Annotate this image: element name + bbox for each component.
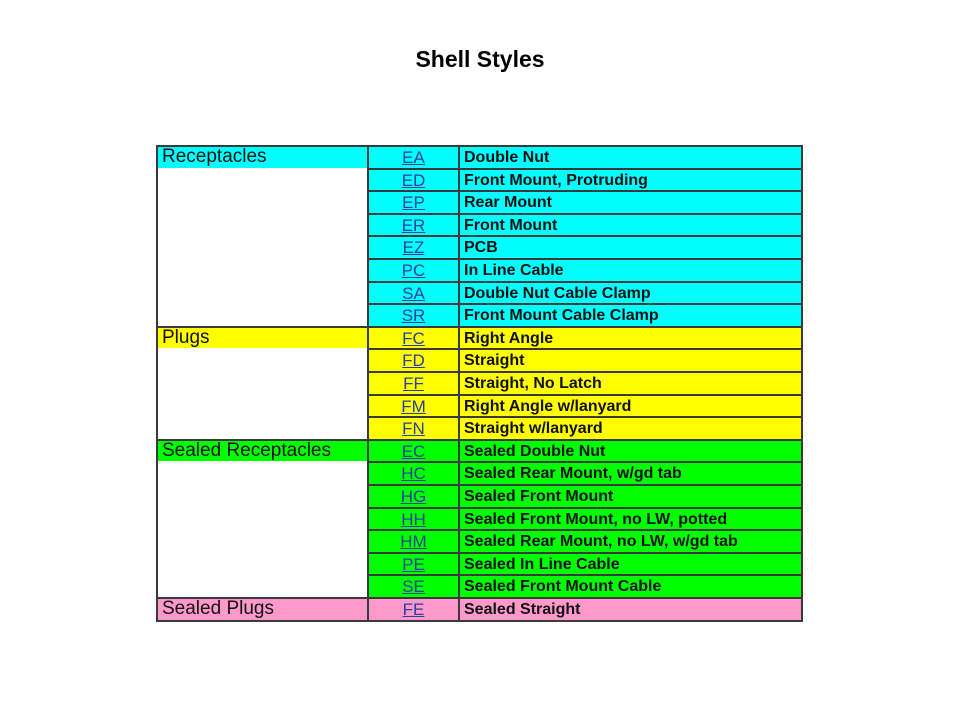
- shell-description: Sealed Front Mount Cable: [458, 574, 803, 599]
- shell-description: Front Mount: [458, 213, 803, 238]
- category-spacer: [156, 348, 369, 440]
- shell-code-link[interactable]: FF: [367, 371, 460, 396]
- shell-description: Straight w/lanyard: [458, 416, 803, 441]
- shell-description: Right Angle w/lanyard: [458, 394, 803, 419]
- shell-description: Sealed Rear Mount, w/gd tab: [458, 461, 803, 486]
- shell-code-link[interactable]: FN: [367, 416, 460, 441]
- shell-styles-table: [156, 145, 803, 626]
- shell-description: Sealed Double Nut: [458, 439, 803, 464]
- shell-description: PCB: [458, 235, 803, 260]
- shell-description: Double Nut Cable Clamp: [458, 281, 803, 306]
- shell-code-link[interactable]: FE: [367, 597, 460, 622]
- shell-code-link[interactable]: ER: [367, 213, 460, 238]
- shell-code-link[interactable]: EA: [367, 145, 460, 170]
- shell-code-link[interactable]: FC: [367, 326, 460, 351]
- shell-code-link[interactable]: HH: [367, 507, 460, 532]
- shell-code-link[interactable]: EZ: [367, 235, 460, 260]
- shell-description: Sealed Rear Mount, no LW, w/gd tab: [458, 529, 803, 554]
- shell-description: Right Angle: [458, 326, 803, 351]
- shell-description: Sealed Front Mount: [458, 484, 803, 509]
- shell-code-link[interactable]: SR: [367, 303, 460, 328]
- page-title: Shell Styles: [415, 46, 545, 72]
- shell-code-link[interactable]: SA: [367, 281, 460, 306]
- category-label: Receptacles: [156, 145, 369, 170]
- shell-code-link[interactable]: HC: [367, 461, 460, 486]
- shell-description: Front Mount Cable Clamp: [458, 303, 803, 328]
- shell-code-link[interactable]: HM: [367, 529, 460, 554]
- category-spacer: [156, 168, 369, 328]
- shell-code-link[interactable]: FD: [367, 348, 460, 373]
- shell-code-link[interactable]: EP: [367, 190, 460, 215]
- category-spacer: [156, 461, 369, 599]
- shell-description: In Line Cable: [458, 258, 803, 283]
- category-label: Sealed Receptacles: [156, 439, 369, 464]
- shell-description: Sealed Straight: [458, 597, 803, 622]
- shell-code-link[interactable]: SE: [367, 574, 460, 599]
- shell-code-link[interactable]: HG: [367, 484, 460, 509]
- shell-description: Double Nut: [458, 145, 803, 170]
- shell-code-link[interactable]: PC: [367, 258, 460, 283]
- shell-code-link[interactable]: PE: [367, 552, 460, 577]
- shell-code-link[interactable]: EC: [367, 439, 460, 464]
- shell-description: Rear Mount: [458, 190, 803, 215]
- category-label: Sealed Plugs: [156, 597, 369, 622]
- shell-code-link[interactable]: FM: [367, 394, 460, 419]
- shell-description: Straight, No Latch: [458, 371, 803, 396]
- category-label: Plugs: [156, 326, 369, 351]
- shell-description: Front Mount, Protruding: [458, 168, 803, 193]
- shell-code-link[interactable]: ED: [367, 168, 460, 193]
- shell-description: Straight: [458, 348, 803, 373]
- shell-description: Sealed Front Mount, no LW, potted: [458, 507, 803, 532]
- shell-description: Sealed In Line Cable: [458, 552, 803, 577]
